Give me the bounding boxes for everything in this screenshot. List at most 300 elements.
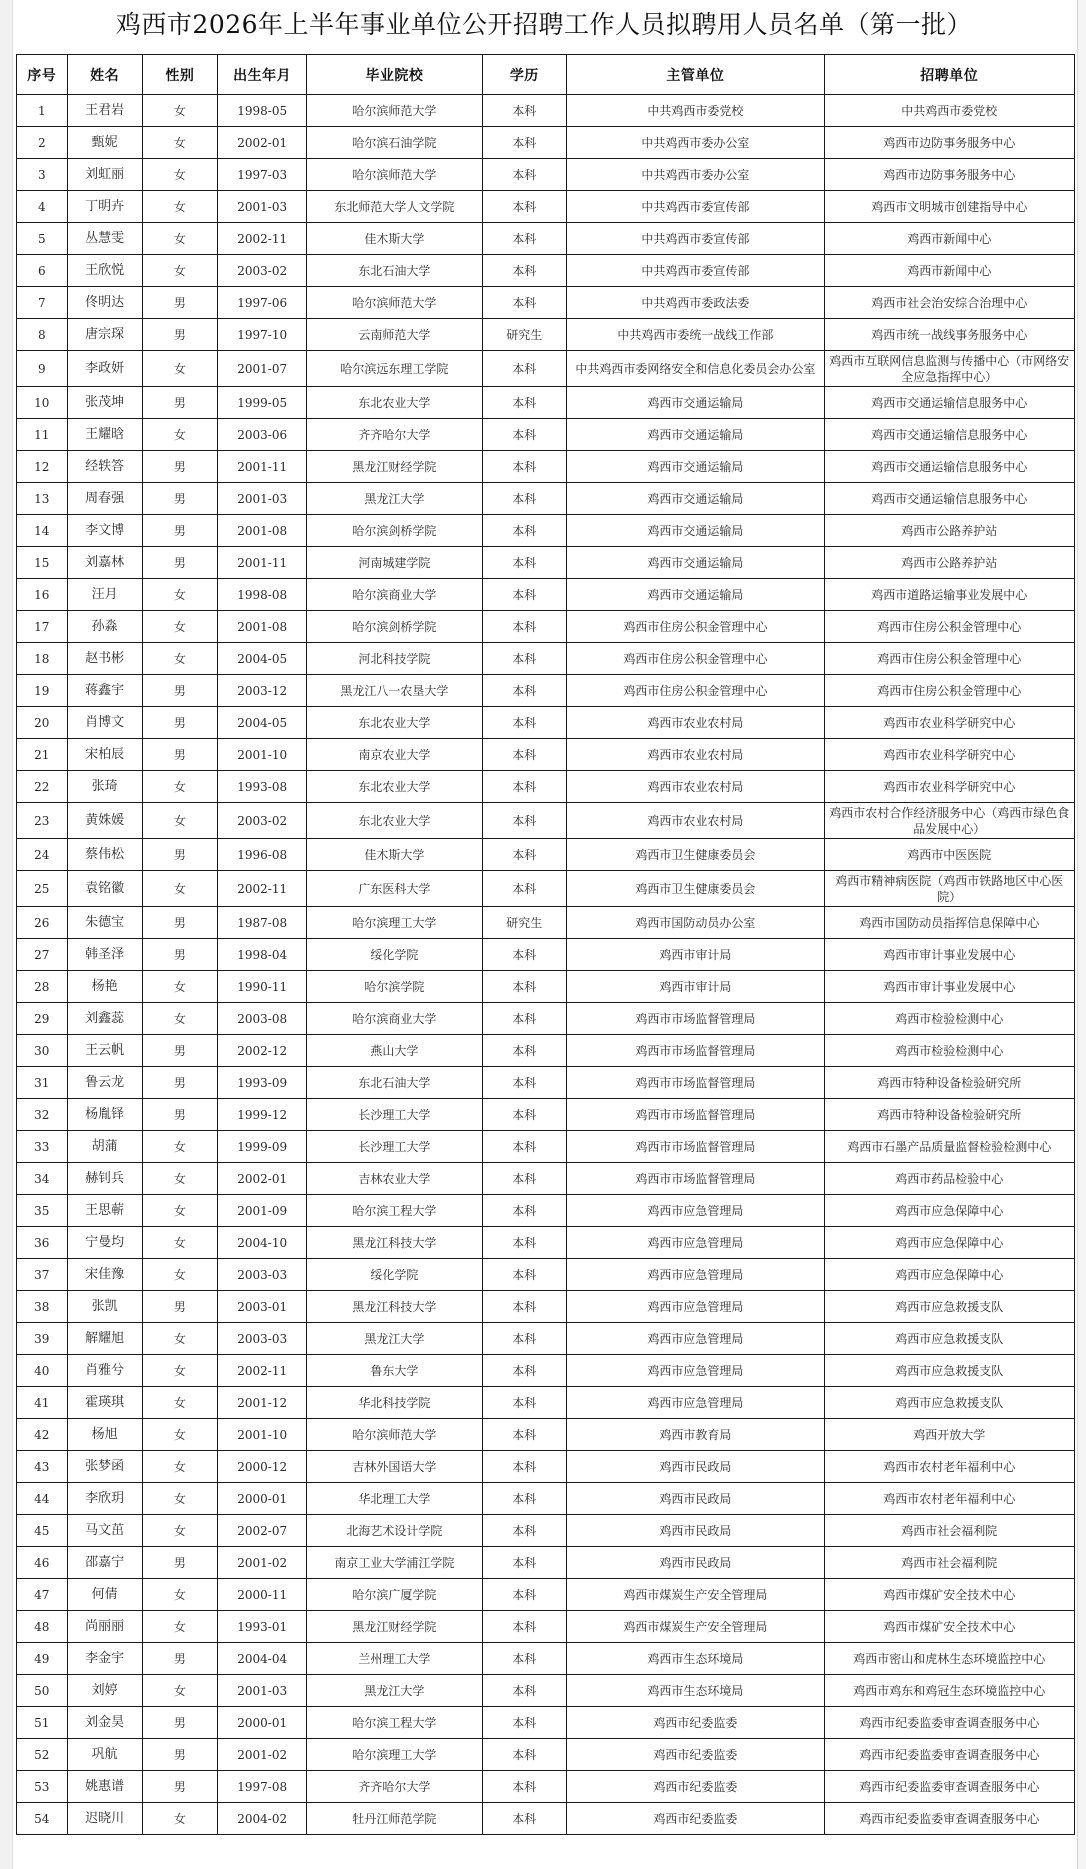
cell-name: 胡蒲 <box>67 1131 142 1163</box>
cell-index: 41 <box>17 1387 68 1419</box>
left-page-edge <box>0 0 13 1869</box>
table-row <box>17 1227 1075 1259</box>
cell-department: 鸡西市住房公积金管理中心 <box>567 611 824 643</box>
cell-school: 兰州理工大学 <box>307 1643 482 1675</box>
cell-gender: 男 <box>142 1547 217 1579</box>
cell-degree: 本科 <box>482 1803 567 1835</box>
cell-department: 中共鸡西市委宣传部 <box>567 191 824 223</box>
cell-birth: 2003-02 <box>218 803 307 839</box>
cell-degree: 本科 <box>482 1739 567 1771</box>
cell-gender: 女 <box>142 1675 217 1707</box>
cell-birth: 2001-10 <box>218 739 307 771</box>
cell-index: 14 <box>17 515 68 547</box>
cell-gender: 男 <box>142 1035 217 1067</box>
cell-degree: 本科 <box>482 1515 567 1547</box>
cell-department: 中共鸡西市委办公室 <box>567 127 824 159</box>
cell-degree: 本科 <box>482 1675 567 1707</box>
cell-index: 9 <box>17 351 68 387</box>
cell-school: 哈尔滨理工大学 <box>307 907 482 939</box>
header-birth: 出生年月 <box>218 55 307 95</box>
cell-name: 王君岩 <box>67 95 142 127</box>
cell-school: 长沙理工大学 <box>307 1099 482 1131</box>
cell-birth: 2004-04 <box>218 1643 307 1675</box>
cell-gender: 女 <box>142 1803 217 1835</box>
cell-employer: 鸡西市检验检测中心 <box>824 1003 1074 1035</box>
cell-birth: 1997-06 <box>218 287 307 319</box>
cell-index: 47 <box>17 1579 68 1611</box>
cell-index: 40 <box>17 1355 68 1387</box>
cell-school: 佳木斯大学 <box>307 839 482 871</box>
cell-gender: 女 <box>142 1227 217 1259</box>
cell-department: 鸡西市民政局 <box>567 1515 824 1547</box>
cell-name: 朱德宝 <box>67 907 142 939</box>
cell-name: 蒋鑫宇 <box>67 675 142 707</box>
cell-degree: 本科 <box>482 387 567 419</box>
cell-degree: 本科 <box>482 1643 567 1675</box>
cell-gender: 男 <box>142 907 217 939</box>
cell-index: 19 <box>17 675 68 707</box>
cell-degree: 本科 <box>482 1611 567 1643</box>
cell-employer: 鸡西市药品检验中心 <box>824 1163 1074 1195</box>
cell-gender: 女 <box>142 1611 217 1643</box>
cell-employer: 鸡西市边防事务服务中心 <box>824 127 1074 159</box>
cell-employer: 鸡西市交通运输信息服务中心 <box>824 419 1074 451</box>
cell-department: 鸡西市市场监督管理局 <box>567 1131 824 1163</box>
cell-employer: 鸡西市社会治安综合治理中心 <box>824 287 1074 319</box>
table-row <box>17 1099 1075 1131</box>
cell-name: 巩航 <box>67 1739 142 1771</box>
table-row <box>17 1451 1075 1483</box>
cell-index: 29 <box>17 1003 68 1035</box>
cell-gender: 女 <box>142 1451 217 1483</box>
cell-name: 佟明达 <box>67 287 142 319</box>
cell-employer: 鸡西市应急保障中心 <box>824 1259 1074 1291</box>
cell-gender: 女 <box>142 1195 217 1227</box>
cell-name: 黄姝媛 <box>67 803 142 839</box>
table-row <box>17 159 1075 191</box>
cell-employer: 鸡西市社会福利院 <box>824 1547 1074 1579</box>
cell-degree: 本科 <box>482 159 567 191</box>
cell-name: 张梦函 <box>67 1451 142 1483</box>
cell-department: 鸡西市纪委监委 <box>567 1771 824 1803</box>
cell-birth: 2001-03 <box>218 191 307 223</box>
cell-employer: 鸡西市国防动员指挥信息保障中心 <box>824 907 1074 939</box>
cell-school: 华北理工大学 <box>307 1483 482 1515</box>
cell-employer: 中共鸡西市委党校 <box>824 95 1074 127</box>
cell-gender: 女 <box>142 643 217 675</box>
table-row <box>17 319 1075 351</box>
cell-degree: 本科 <box>482 675 567 707</box>
cell-degree: 本科 <box>482 611 567 643</box>
cell-birth: 1993-01 <box>218 1611 307 1643</box>
cell-employer: 鸡西市应急救援支队 <box>824 1355 1074 1387</box>
cell-employer: 鸡西市交通运输信息服务中心 <box>824 483 1074 515</box>
cell-school: 哈尔滨工程大学 <box>307 1707 482 1739</box>
cell-degree: 研究生 <box>482 319 567 351</box>
cell-index: 35 <box>17 1195 68 1227</box>
cell-degree: 本科 <box>482 1035 567 1067</box>
cell-index: 46 <box>17 1547 68 1579</box>
cell-employer: 鸡西市石墨产品质量监督检验检测中心 <box>824 1131 1074 1163</box>
cell-department: 鸡西市纪委监委 <box>567 1707 824 1739</box>
cell-birth: 2001-03 <box>218 483 307 515</box>
cell-name: 解耀旭 <box>67 1323 142 1355</box>
cell-gender: 女 <box>142 1483 217 1515</box>
cell-school: 东北农业大学 <box>307 707 482 739</box>
cell-degree: 本科 <box>482 803 567 839</box>
cell-birth: 2002-01 <box>218 127 307 159</box>
cell-employer: 鸡西市公路养护站 <box>824 515 1074 547</box>
cell-name: 甄妮 <box>67 127 142 159</box>
table-row <box>17 255 1075 287</box>
cell-index: 5 <box>17 223 68 255</box>
cell-department: 中共鸡西市委宣传部 <box>567 255 824 287</box>
cell-department: 鸡西市卫生健康委员会 <box>567 839 824 871</box>
right-scroll-edge <box>1077 0 1086 1869</box>
cell-department: 鸡西市应急管理局 <box>567 1259 824 1291</box>
table-body <box>17 95 1075 1835</box>
table-row <box>17 1323 1075 1355</box>
table-row <box>17 839 1075 871</box>
cell-index: 13 <box>17 483 68 515</box>
cell-index: 49 <box>17 1643 68 1675</box>
cell-department: 鸡西市交通运输局 <box>567 579 824 611</box>
cell-birth: 2004-02 <box>218 1803 307 1835</box>
cell-name: 李政妍 <box>67 351 142 387</box>
cell-name: 周春强 <box>67 483 142 515</box>
cell-department: 鸡西市市场监督管理局 <box>567 1003 824 1035</box>
cell-department: 中共鸡西市委统一战线工作部 <box>567 319 824 351</box>
cell-index: 25 <box>17 871 68 907</box>
cell-department: 鸡西市住房公积金管理中心 <box>567 643 824 675</box>
header-name: 姓名 <box>67 55 142 95</box>
cell-school: 齐齐哈尔大学 <box>307 1771 482 1803</box>
cell-birth: 2003-03 <box>218 1259 307 1291</box>
cell-gender: 男 <box>142 839 217 871</box>
cell-employer: 鸡西市文明城市创建指导中心 <box>824 191 1074 223</box>
cell-employer: 鸡西市特种设备检验研究所 <box>824 1067 1074 1099</box>
cell-gender: 女 <box>142 579 217 611</box>
cell-index: 23 <box>17 803 68 839</box>
table-row <box>17 1035 1075 1067</box>
cell-school: 佳木斯大学 <box>307 223 482 255</box>
table-row <box>17 287 1075 319</box>
cell-employer: 鸡西市鸡东和鸡冠生态环境监控中心 <box>824 1675 1074 1707</box>
cell-employer: 鸡西市住房公积金管理中心 <box>824 675 1074 707</box>
cell-school: 东北石油大学 <box>307 255 482 287</box>
cell-gender: 男 <box>142 1067 217 1099</box>
cell-school: 南京农业大学 <box>307 739 482 771</box>
cell-degree: 本科 <box>482 223 567 255</box>
table-row <box>17 1259 1075 1291</box>
table-row <box>17 971 1075 1003</box>
cell-department: 鸡西市煤炭生产安全管理局 <box>567 1611 824 1643</box>
cell-index: 44 <box>17 1483 68 1515</box>
cell-degree: 本科 <box>482 95 567 127</box>
cell-employer: 鸡西市住房公积金管理中心 <box>824 643 1074 675</box>
cell-name: 尚丽丽 <box>67 1611 142 1643</box>
table-row <box>17 1131 1075 1163</box>
cell-index: 42 <box>17 1419 68 1451</box>
cell-department: 鸡西市农业农村局 <box>567 707 824 739</box>
cell-birth: 2004-05 <box>218 643 307 675</box>
cell-birth: 1997-10 <box>218 319 307 351</box>
cell-name: 迟晓川 <box>67 1803 142 1835</box>
table-row <box>17 483 1075 515</box>
cell-birth: 2003-06 <box>218 419 307 451</box>
cell-school: 吉林农业大学 <box>307 1163 482 1195</box>
cell-name: 刘嘉林 <box>67 547 142 579</box>
cell-employer: 鸡西市精神病医院（鸡西市铁路地区中心医院） <box>824 871 1074 907</box>
table-row <box>17 1387 1075 1419</box>
cell-school: 牡丹江师范学院 <box>307 1803 482 1835</box>
cell-department: 中共鸡西市委网络安全和信息化委员会办公室 <box>567 351 824 387</box>
cell-index: 39 <box>17 1323 68 1355</box>
cell-gender: 男 <box>142 1099 217 1131</box>
cell-department: 鸡西市应急管理局 <box>567 1227 824 1259</box>
cell-gender: 男 <box>142 287 217 319</box>
cell-gender: 女 <box>142 223 217 255</box>
cell-birth: 2000-01 <box>218 1707 307 1739</box>
cell-employer: 鸡西市农村合作经济服务中心（鸡西市绿色食品发展中心） <box>824 803 1074 839</box>
cell-gender: 女 <box>142 95 217 127</box>
cell-birth: 1990-11 <box>218 971 307 1003</box>
table-row <box>17 611 1075 643</box>
cell-index: 17 <box>17 611 68 643</box>
cell-name: 赫钊兵 <box>67 1163 142 1195</box>
cell-birth: 1998-08 <box>218 579 307 611</box>
cell-school: 黑龙江大学 <box>307 1323 482 1355</box>
cell-name: 杨艳 <box>67 971 142 1003</box>
cell-gender: 女 <box>142 1387 217 1419</box>
cell-index: 20 <box>17 707 68 739</box>
cell-birth: 2001-10 <box>218 1419 307 1451</box>
cell-index: 6 <box>17 255 68 287</box>
cell-department: 鸡西市煤炭生产安全管理局 <box>567 1579 824 1611</box>
cell-employer: 鸡西市纪委监委审查调查服务中心 <box>824 1739 1074 1771</box>
cell-gender: 女 <box>142 871 217 907</box>
cell-employer: 鸡西市煤矿安全技术中心 <box>824 1579 1074 1611</box>
cell-school: 哈尔滨学院 <box>307 971 482 1003</box>
cell-gender: 女 <box>142 351 217 387</box>
cell-name: 杨旭 <box>67 1419 142 1451</box>
cell-school: 黑龙江科技大学 <box>307 1291 482 1323</box>
cell-name: 何倩 <box>67 1579 142 1611</box>
cell-employer: 鸡西市应急救援支队 <box>824 1387 1074 1419</box>
cell-department: 中共鸡西市委政法委 <box>567 287 824 319</box>
table-row <box>17 939 1075 971</box>
cell-degree: 本科 <box>482 1451 567 1483</box>
cell-birth: 1996-08 <box>218 839 307 871</box>
cell-birth: 2002-11 <box>218 1355 307 1387</box>
cell-degree: 本科 <box>482 971 567 1003</box>
cell-school: 哈尔滨远东理工学院 <box>307 351 482 387</box>
cell-employer: 鸡西市农业科学研究中心 <box>824 739 1074 771</box>
cell-school: 哈尔滨剑桥学院 <box>307 515 482 547</box>
cell-index: 27 <box>17 939 68 971</box>
cell-department: 鸡西市交通运输局 <box>567 387 824 419</box>
cell-school: 东北农业大学 <box>307 803 482 839</box>
table-row <box>17 1195 1075 1227</box>
cell-birth: 2002-11 <box>218 871 307 907</box>
cell-department: 鸡西市市场监督管理局 <box>567 1163 824 1195</box>
cell-school: 鲁东大学 <box>307 1355 482 1387</box>
cell-department: 鸡西市住房公积金管理中心 <box>567 675 824 707</box>
cell-birth: 2002-01 <box>218 1163 307 1195</box>
cell-employer: 鸡西市公路养护站 <box>824 547 1074 579</box>
table-row <box>17 771 1075 803</box>
cell-gender: 女 <box>142 1515 217 1547</box>
cell-birth: 2004-10 <box>218 1227 307 1259</box>
cell-index: 53 <box>17 1771 68 1803</box>
cell-gender: 女 <box>142 159 217 191</box>
cell-index: 30 <box>17 1035 68 1067</box>
cell-degree: 本科 <box>482 191 567 223</box>
cell-school: 哈尔滨石油学院 <box>307 127 482 159</box>
cell-department: 鸡西市国防动员办公室 <box>567 907 824 939</box>
cell-department: 鸡西市交通运输局 <box>567 547 824 579</box>
cell-name: 马文茁 <box>67 1515 142 1547</box>
cell-degree: 本科 <box>482 1483 567 1515</box>
cell-department: 中共鸡西市委党校 <box>567 95 824 127</box>
cell-degree: 本科 <box>482 1419 567 1451</box>
cell-birth: 2000-11 <box>218 1579 307 1611</box>
cell-degree: 本科 <box>482 1547 567 1579</box>
cell-index: 43 <box>17 1451 68 1483</box>
cell-department: 鸡西市生态环境局 <box>567 1643 824 1675</box>
cell-degree: 研究生 <box>482 907 567 939</box>
cell-index: 11 <box>17 419 68 451</box>
cell-birth: 2003-12 <box>218 675 307 707</box>
cell-degree: 本科 <box>482 839 567 871</box>
cell-name: 张凯 <box>67 1291 142 1323</box>
cell-index: 24 <box>17 839 68 871</box>
cell-name: 刘虹丽 <box>67 159 142 191</box>
cell-name: 王耀晗 <box>67 419 142 451</box>
cell-employer: 鸡西市中医医院 <box>824 839 1074 871</box>
cell-degree: 本科 <box>482 579 567 611</box>
cell-birth: 1993-09 <box>218 1067 307 1099</box>
cell-employer: 鸡西开放大学 <box>824 1419 1074 1451</box>
cell-index: 21 <box>17 739 68 771</box>
cell-employer: 鸡西市农业科学研究中心 <box>824 707 1074 739</box>
table-row <box>17 871 1075 907</box>
cell-name: 肖博文 <box>67 707 142 739</box>
cell-degree: 本科 <box>482 1259 567 1291</box>
cell-department: 鸡西市交通运输局 <box>567 451 824 483</box>
cell-school: 东北师范大学人文学院 <box>307 191 482 223</box>
cell-department: 鸡西市生态环境局 <box>567 1675 824 1707</box>
table-row <box>17 1675 1075 1707</box>
cell-degree: 本科 <box>482 419 567 451</box>
cell-degree: 本科 <box>482 1163 567 1195</box>
cell-department: 中共鸡西市委办公室 <box>567 159 824 191</box>
table-row <box>17 643 1075 675</box>
cell-department: 鸡西市审计局 <box>567 939 824 971</box>
table-row <box>17 1355 1075 1387</box>
cell-birth: 2001-02 <box>218 1547 307 1579</box>
cell-school: 燕山大学 <box>307 1035 482 1067</box>
cell-employer: 鸡西市密山和虎林生态环境监控中心 <box>824 1643 1074 1675</box>
cell-school: 哈尔滨理工大学 <box>307 1739 482 1771</box>
cell-school: 绥化学院 <box>307 1259 482 1291</box>
cell-school: 长沙理工大学 <box>307 1131 482 1163</box>
cell-degree: 本科 <box>482 451 567 483</box>
table-row <box>17 223 1075 255</box>
cell-school: 齐齐哈尔大学 <box>307 419 482 451</box>
cell-gender: 女 <box>142 191 217 223</box>
cell-department: 鸡西市交通运输局 <box>567 419 824 451</box>
cell-degree: 本科 <box>482 255 567 287</box>
cell-gender: 女 <box>142 611 217 643</box>
cell-index: 34 <box>17 1163 68 1195</box>
cell-employer: 鸡西市应急救援支队 <box>824 1291 1074 1323</box>
cell-gender: 男 <box>142 1707 217 1739</box>
cell-employer: 鸡西市农业科学研究中心 <box>824 771 1074 803</box>
table-row <box>17 419 1075 451</box>
cell-department: 鸡西市农业农村局 <box>567 739 824 771</box>
cell-employer: 鸡西市纪委监委审查调查服务中心 <box>824 1803 1074 1835</box>
cell-birth: 2001-02 <box>218 1739 307 1771</box>
cell-name: 经轶答 <box>67 451 142 483</box>
cell-employer: 鸡西市边防事务服务中心 <box>824 159 1074 191</box>
cell-degree: 本科 <box>482 1355 567 1387</box>
cell-name: 肖雅兮 <box>67 1355 142 1387</box>
cell-department: 鸡西市纪委监委 <box>567 1803 824 1835</box>
cell-employer: 鸡西市应急救援支队 <box>824 1323 1074 1355</box>
table-row <box>17 1163 1075 1195</box>
cell-gender: 男 <box>142 1771 217 1803</box>
table-row <box>17 451 1075 483</box>
cell-gender: 女 <box>142 255 217 287</box>
table-row <box>17 547 1075 579</box>
cell-gender: 男 <box>142 739 217 771</box>
cell-degree: 本科 <box>482 1291 567 1323</box>
cell-birth: 1993-08 <box>218 771 307 803</box>
cell-department: 鸡西市应急管理局 <box>567 1387 824 1419</box>
cell-department: 鸡西市教育局 <box>567 1419 824 1451</box>
cell-index: 1 <box>17 95 68 127</box>
cell-degree: 本科 <box>482 643 567 675</box>
cell-employer: 鸡西市特种设备检验研究所 <box>824 1099 1074 1131</box>
cell-gender: 女 <box>142 771 217 803</box>
cell-department: 鸡西市民政局 <box>567 1451 824 1483</box>
cell-school: 云南师范大学 <box>307 319 482 351</box>
cell-department: 鸡西市应急管理局 <box>567 1291 824 1323</box>
cell-gender: 男 <box>142 483 217 515</box>
cell-school: 东北农业大学 <box>307 771 482 803</box>
cell-employer: 鸡西市交通运输信息服务中心 <box>824 387 1074 419</box>
cell-index: 48 <box>17 1611 68 1643</box>
cell-school: 东北石油大学 <box>307 1067 482 1099</box>
cell-degree: 本科 <box>482 771 567 803</box>
cell-department: 鸡西市应急管理局 <box>567 1195 824 1227</box>
cell-gender: 女 <box>142 1579 217 1611</box>
cell-name: 唐宗琛 <box>67 319 142 351</box>
table-header-row <box>17 55 1075 95</box>
cell-name: 王思蕲 <box>67 1195 142 1227</box>
cell-birth: 2001-07 <box>218 351 307 387</box>
cell-school: 黑龙江大学 <box>307 483 482 515</box>
cell-name: 袁铭徽 <box>67 871 142 907</box>
cell-school: 北海艺术设计学院 <box>307 1515 482 1547</box>
cell-gender: 女 <box>142 1323 217 1355</box>
cell-gender: 女 <box>142 1003 217 1035</box>
cell-index: 22 <box>17 771 68 803</box>
cell-gender: 女 <box>142 1163 217 1195</box>
cell-degree: 本科 <box>482 871 567 907</box>
header-gender: 性别 <box>142 55 217 95</box>
